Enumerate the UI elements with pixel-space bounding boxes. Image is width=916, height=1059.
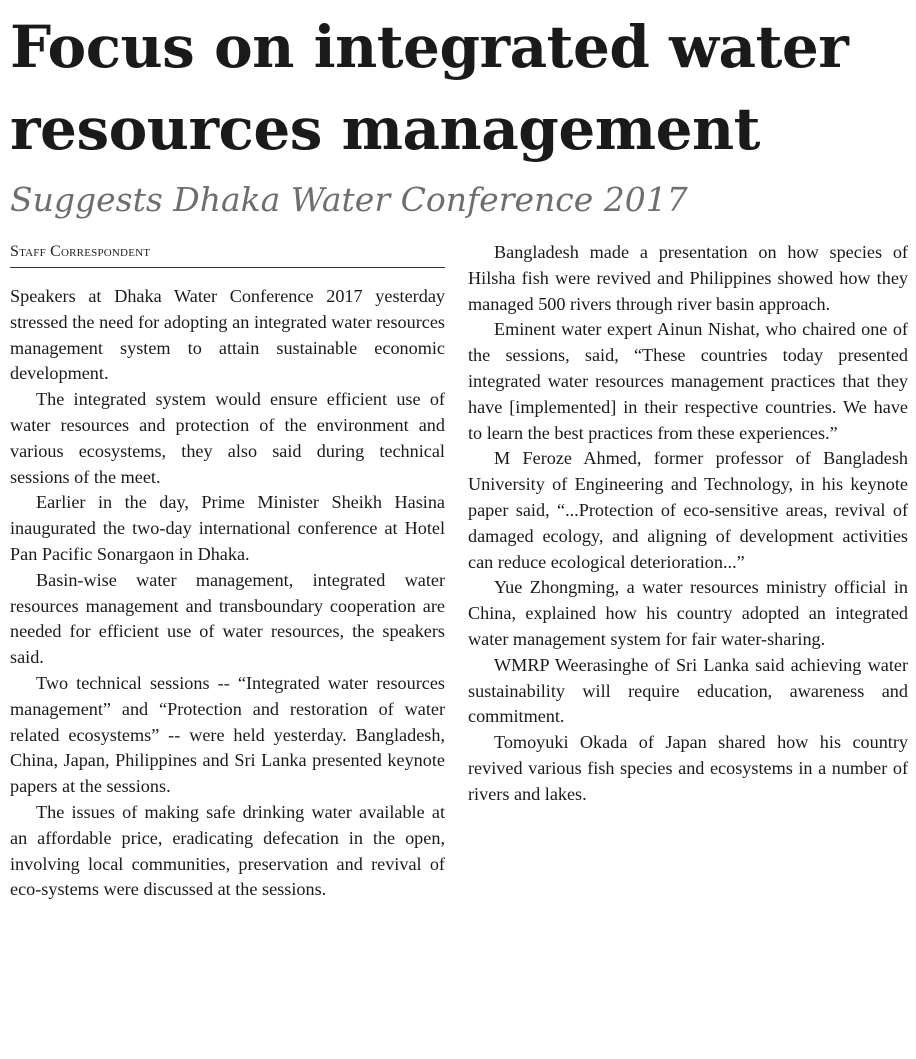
- paragraph: The integrated system would ensure efficient use of water resources and protection of the environment and various ecosystems, they also said during technical sessions of the meet.: [10, 389, 445, 487]
- paragraph: Earlier in the day, Prime Minister Sheikh Hasina inaugurated the two-day international conference at Hotel Pan Pacific Sonargaon in Dhaka.: [10, 492, 445, 564]
- paragraph: Yue Zhongming, a water resources ministry official in China, explained how his country adopted an integrated water management system for fair water-sharing.: [468, 577, 908, 649]
- paragraph: Two technical sessions -- “Integrated water resources management” and “Protection and restoration of water related ecosystems” -- were held yesterday. Bangladesh, China, Japan, Philippines and Sri Lanka presented keynote papers at the sessions.: [10, 672, 445, 797]
- paragraph: Basin-wise water management, integrated water resources management and transboundary cooperation are needed for efficient use of water resources, the speakers said.: [10, 569, 445, 668]
- byline: [10, 238, 445, 268]
- kicker-subheadline: Suggests Dhaka Water Conference 2017: [10, 180, 688, 219]
- byline-text: Staff Correspondent: [10, 243, 151, 260]
- paragraph: Speakers at Dhaka Water Conference 2017 yesterday stressed the need for adopting an integrated water resources management system to attain sustainable economic development.: [10, 286, 445, 384]
- article-column-left: [10, 284, 445, 903]
- paragraph: M Feroze Ahmed, former professor of Bangladesh University of Engineering and Technology, in his keynote paper said, “...Protection of eco-sensitive areas, revival of damaged ecology, and aligning of development activities can reduce ecological deterioration...”: [468, 448, 908, 572]
- headline: Focus on integrated water resources management: [10, 13, 849, 163]
- paragraph: Eminent water expert Ainun Nishat, who chaired one of the sessions, said, “These countries today presented integrated water resources management practices that they have [implemented] in their respective countries. We have to learn the best practices from these experiences.”: [468, 319, 908, 443]
- paragraph: The issues of making safe drinking water available at an affordable price, eradicating defecation in the open, involving local communities, preservation and revival of eco-systems were discussed at the sessions.: [10, 801, 445, 900]
- paragraph: Tomoyuki Okada of Japan shared how his country revived various fish species and ecosystems in a number of rivers and lakes.: [468, 732, 908, 804]
- paragraph: WMRP Weerasinghe of Sri Lanka said achieving water sustainability will require education, awareness and commitment.: [468, 654, 908, 727]
- paragraph: Bangladesh made a presentation on how species of Hilsha fish were revived and Philippines showed how they managed 500 rivers through river basin approach.: [468, 242, 908, 314]
- article-column-right: [468, 240, 908, 808]
